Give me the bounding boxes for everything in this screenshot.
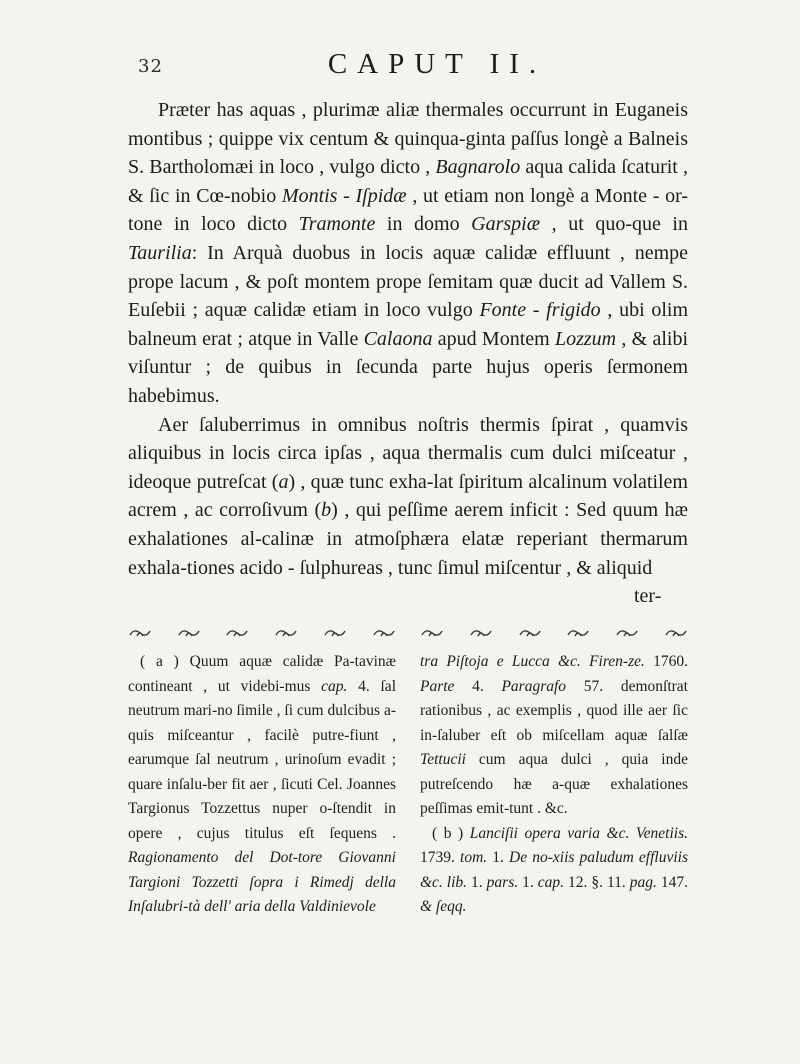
italic-run: Bagnarolo [435,156,521,179]
italic-run: Taurilia [128,241,192,264]
flourish-icon [225,626,249,640]
italic-run: De no-xiis paludum effluviis &c. lib. [420,849,689,891]
page-number: 32 [138,56,163,77]
flourish-icon [664,626,688,640]
flourish-icon [372,626,396,640]
italic-run: tra Piſtoja e Lucca &c. Firen-ze. [420,653,645,670]
italic-run: Montis - Iſpidæ [281,184,407,207]
italic-run: Lanciſii opera varia &c. Venetiis. [469,824,688,842]
italic-run: Fonte - frigido [479,299,601,322]
italic-run: pars. [486,873,519,891]
flourish-icon [469,626,493,640]
italic-run: b [321,499,332,522]
paragraph-1: Præter has aquas , plurimæ aliæ thermales occurrunt in Euganeis montibus ; quippe vix centum & quinqua-ginta paſſus longè a Balneis S. Bartholomæi in loco , vulgo dicto , Bagnarolo aqua calida ſcaturit , & ſic in Cœ-nobio Montis - Iſpidæ , ut etiam non longè a Monte - or-tone in loco dicto Tramonte in domo Garspiæ , ut quo-que in Taurilia: In Arquà duobus in locis aquæ calidæ effluunt , nempe prope lacum , & poſt montem prope ſemitam quæ ducit ad Vallem S. Euſebii ; aquæ calidæ etiam in loco vulgo Fonte - frigido , ubi olim balneum erat ; atque in Valle Calaona apud Montem Lozzum , & alibi viſuntur ; de quibus in ſecunda parte hujus operis ſermonem habebimus. [128,99,689,407]
flourish-icon [420,626,444,640]
paragraph-2: Aer ſaluberrimus in omnibus noſtris thermis ſpirat , quamvis aliquibus in locis circa ipſas , aqua thermalis cum dulci miſceatur , ideoque putreſcat (a) , quæ tunc exha-lat ſpiritum alcalinum volatilem acrem , ac corroſivum (b) , qui peſſime aerem inficit : Sed quum hæ exhalationes al-calinæ in atmoſphæra elatæ reperiant thermarum exhala-tiones acido - ſulphureas , tunc ſimul miſcentur , & aliquid [128,413,688,579]
catchword: ter- [634,585,662,607]
italic-run: Paragrafo [501,677,567,695]
italic-run: Tramonte [298,213,376,236]
italic-run: tom. [460,849,488,866]
flourish-icon [274,626,298,640]
flourish-icon [323,626,347,640]
page-header [128,46,688,86]
italic-run: cap. [321,677,348,695]
flourish-icon [615,626,639,640]
italic-run: pag. [629,873,657,891]
flourish-icon [177,626,201,640]
italic-run: Calaona [363,327,433,350]
main-text [128,96,688,582]
flourish-icon [566,626,590,640]
italic-run: cap. [537,873,564,891]
italic-run: & ſeqq. [420,898,467,915]
italic-run: Tettucii [420,751,466,768]
footnote-a: ( a ) Quum aquæ calidæ Pa-tavinæ contineant , ut videbi-mus cap. 4. ſal neutrum mari-no ſimile , ſi cum dulcibus a-quis miſceantur , facilè putre-fiunt , earumque ſal neutrum , urinoſum evadit ; quare inſalu-ber fit aer , ſicuti Cel. Joannes Targionus Tozzettus nuper o-ſtendit in opere , cujus titulus eſt ſequens . Ragionamento del Dot-tore Giovanni Targioni Tozzetti ſopra i Rimedj della Inſalubri-tà dell' aria della Valdinievole [128,653,396,915]
italic-run: a [278,470,289,493]
flourish-icon [128,626,152,640]
footnote-a-continued: tra Piſtoja e Lucca &c. Firen-ze. 1760. Parte 4. Paragrafo 57. demonſtrat rationibus , ac exemplis , quod ille aer ſic in-ſaluber eſt ob miſcellam aquæ ſalſæ Tettucii cum aqua dulci , quia inde putreſcendo hæ a-quæ exhalationes peſſimas emit-tunt . &c. [420,653,688,817]
footnote-column-right [420,650,688,920]
flourish-icon [518,626,542,640]
footnote-b: ( b ) Lanciſii opera varia &c. Venetiis. 1739. tom. 1. De no-xiis paludum effluviis &c. lib. 1. pars. 1. cap. 12. §. 11. pag. 147. & ſeqq. [420,824,689,915]
footnote-column-left [128,650,396,920]
italic-run: Ragionamento del Dot-tore Giovanni Targioni Tozzetti ſopra i Rimedj della Inſalubri-tà dell' aria della Valdinievole [128,849,396,915]
italic-run: Lozzum [554,327,617,350]
running-head: CAPUT II. [327,48,547,80]
italic-run: Parte [420,677,455,695]
ornament-rule [128,626,688,642]
italic-run: Garspiæ [471,213,541,236]
footnotes [128,650,688,920]
